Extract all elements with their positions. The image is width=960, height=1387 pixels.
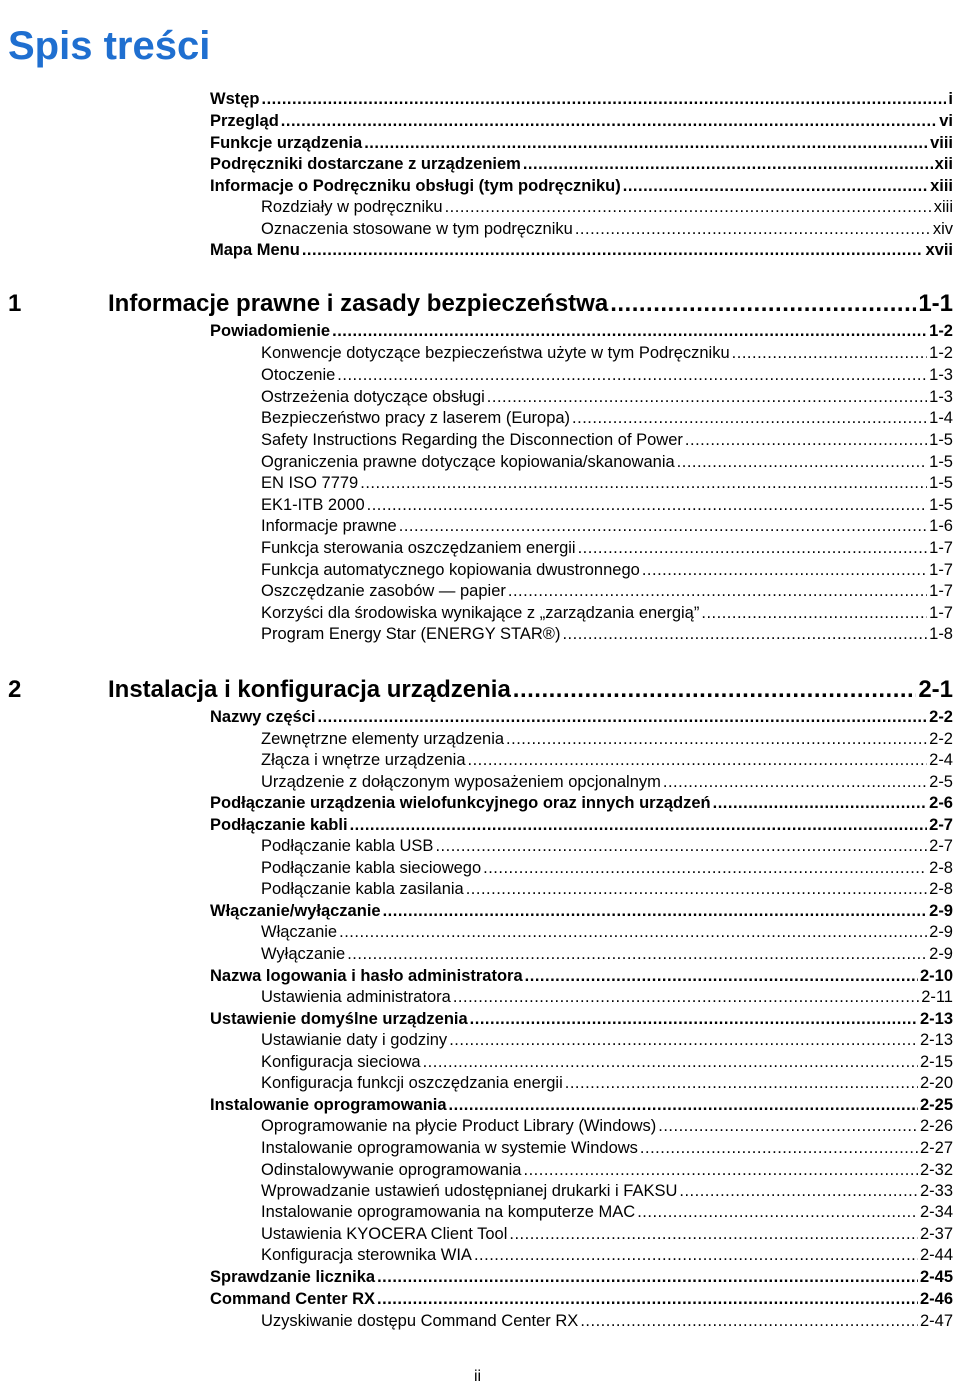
toc-entry[interactable]: [261, 987, 953, 1008]
toc-entry-page: 2-7: [929, 837, 953, 855]
toc-entry[interactable]: [261, 538, 953, 559]
toc-entry[interactable]: [210, 1095, 953, 1116]
dot-leader: [350, 815, 928, 836]
dot-leader: [513, 675, 917, 705]
dot-leader: [470, 1009, 918, 1030]
toc-entry-title: Oprogramowanie na płycie Product Library (Windows): [261, 1117, 657, 1135]
toc-entry[interactable]: [261, 197, 953, 218]
toc-entry[interactable]: [210, 966, 953, 987]
toc-entry[interactable]: [261, 430, 953, 451]
toc-entry-page: 2-1: [918, 676, 953, 703]
toc-entry-title: Podłączanie urządzenia wielofunkcyjnego oraz innych urządzeń: [210, 794, 711, 812]
dot-leader: [367, 495, 928, 516]
toc-entry-page: 1-3: [929, 388, 953, 406]
toc-entry-page: 1-7: [929, 539, 953, 557]
dot-leader: [658, 1116, 918, 1137]
dot-leader: [506, 729, 927, 750]
toc-entry-title: Ograniczenia prawne dotyczące kopiowania/skanowania: [261, 453, 675, 471]
toc-entry-title: EK1-ITB 2000: [261, 496, 365, 514]
toc-entry-title: Zewnętrzne elementy urządzenia: [261, 730, 505, 748]
dot-leader: [483, 858, 927, 879]
toc-entry-page: 1-5: [929, 474, 953, 492]
dot-leader: [377, 1267, 918, 1288]
toc-entry-title: Ustawienie domyślne urządzenia: [210, 1010, 468, 1028]
dot-leader: [508, 581, 927, 602]
toc-entry-page: 2-13: [919, 1010, 953, 1028]
toc-entry-title: Ostrzeżenia dotyczące obsługi: [261, 388, 485, 406]
toc-entry-page: 2-8: [929, 859, 953, 877]
toc-entry-page: 2-44: [919, 1246, 953, 1264]
toc-entry-title: Podłączanie kabla sieciowego: [261, 859, 482, 877]
toc-entry-page: 2-15: [919, 1053, 953, 1071]
toc-entry-title: Safety Instructions Regarding the Disconnection of Power: [261, 431, 683, 449]
toc-entry-title: Funkcja automatycznego kopiowania dwustronnego: [261, 561, 640, 579]
toc-entry-page: 2-25: [919, 1096, 953, 1114]
toc-entry[interactable]: [261, 1245, 953, 1266]
toc-entry-title: Włączanie/wyłączanie: [210, 902, 381, 920]
toc-entry-title: Konfiguracja sieciowa: [261, 1053, 421, 1071]
toc-entry[interactable]: [261, 836, 953, 857]
toc-entry-page: 1-4: [929, 409, 953, 427]
dot-leader: [435, 836, 927, 857]
dot-leader: [445, 197, 932, 218]
toc-entry-title: Podłączanie kabli: [210, 816, 348, 834]
toc-entry[interactable]: [261, 387, 953, 408]
toc-entry-title: Wyłączanie: [261, 945, 346, 963]
toc-entry[interactable]: [261, 858, 953, 879]
toc-entry-page: 2-9: [929, 902, 953, 920]
dot-leader: [468, 750, 928, 771]
toc-entry-title: Wstęp: [210, 90, 260, 108]
toc-entry-page: vi: [939, 112, 953, 130]
toc-entry-title: Instalowanie oprogramowania: [210, 1096, 447, 1114]
toc-entry[interactable]: [261, 772, 953, 793]
toc-entry-page: xiii: [933, 198, 953, 216]
toc-entry-title: Podręczniki dostarczane z urządzeniem: [210, 155, 521, 173]
page-title: Spis treści: [8, 24, 211, 68]
toc-entry-page: 2-27: [919, 1139, 953, 1157]
toc-entry[interactable]: [210, 1267, 953, 1288]
toc-entry[interactable]: [261, 922, 953, 943]
toc-entry-title: Powiadomienie: [210, 322, 331, 340]
toc-entry-title: Otoczenie: [261, 366, 336, 384]
toc-entry[interactable]: [261, 365, 953, 386]
toc-entry-page: 2-13: [919, 1031, 953, 1049]
toc-entry-page: 1-2: [929, 344, 953, 362]
toc-entry-title: Podłączanie kabla zasilania: [261, 880, 464, 898]
toc-entry-page: 1-5: [929, 453, 953, 471]
toc-entry-page: 2-9: [929, 923, 953, 941]
toc-entry-title: Program Energy Star (ENERGY STAR®): [261, 625, 561, 643]
toc-entry[interactable]: [261, 729, 953, 750]
toc-entry-title: Oznaczenia stosowane w tym podręczniku: [261, 220, 573, 238]
toc-entry-title: Funkcja sterowania oszczędzaniem energii: [261, 539, 576, 557]
toc-entry-title: Ustawianie daty i godziny: [261, 1031, 448, 1049]
toc-entry-page: 1-6: [929, 517, 953, 535]
chapter-number: 2: [8, 676, 22, 703]
toc-entry[interactable]: [210, 176, 953, 197]
toc-entry-page: xiv: [932, 220, 953, 238]
dot-leader: [679, 1181, 918, 1202]
dot-leader: [575, 219, 931, 240]
dot-leader: [523, 1160, 917, 1181]
toc-entry[interactable]: [210, 133, 953, 154]
dot-leader: [302, 240, 924, 261]
toc-entry-title: Rozdziały w podręczniku: [261, 198, 443, 216]
dot-leader: [317, 707, 927, 728]
toc-entry-page: xiii: [930, 177, 953, 195]
dot-leader: [509, 1224, 918, 1245]
dot-leader: [610, 289, 916, 319]
toc-entry[interactable]: [261, 473, 953, 494]
toc-entry[interactable]: [210, 154, 953, 175]
dot-leader: [578, 538, 928, 559]
dot-leader: [713, 793, 928, 814]
toc-entry-page: 2-26: [919, 1117, 953, 1135]
toc-entry-title: Ustawienia administratora: [261, 988, 451, 1006]
toc-entry-page: 2-6: [929, 794, 953, 812]
toc-entry[interactable]: [261, 1030, 953, 1051]
toc-entry-title: Odinstalowywanie oprogramowania: [261, 1161, 522, 1179]
toc-entry-page: 2-20: [919, 1074, 953, 1092]
toc-entry-title: Konfiguracja funkcji oszczędzania energii: [261, 1074, 563, 1092]
toc-entry-page: 2-5: [929, 773, 953, 791]
toc-entry-page: 1-8: [929, 625, 953, 643]
toc-entry-page: 2-47: [919, 1312, 953, 1330]
dot-leader: [364, 133, 928, 154]
toc-entry-title: Konwencje dotyczące bezpieczeństwa użyte w tym Podręczniku: [261, 344, 730, 362]
toc-entry-title: Instalacja i konfiguracja urządzenia: [108, 676, 511, 703]
toc-entry-page: viii: [930, 134, 953, 152]
dot-leader: [580, 1311, 918, 1332]
toc-entry-page: 2-33: [919, 1182, 953, 1200]
toc-entry-title: Wprowadzanie ustawień udostępnianej drukarki i FAKSU: [261, 1182, 678, 1200]
dot-leader: [339, 922, 927, 943]
toc-entry[interactable]: [261, 516, 953, 537]
toc-entry[interactable]: [261, 408, 953, 429]
dot-leader: [637, 1202, 918, 1223]
dot-leader: [337, 365, 927, 386]
toc-entry-title: Command Center RX: [210, 1290, 376, 1308]
dot-leader: [663, 772, 927, 793]
toc-entry-page: 2-4: [929, 751, 953, 769]
toc-entry-title: Oszczędzanie zasobów — papier: [261, 582, 506, 600]
toc-entry[interactable]: [261, 1116, 953, 1137]
dot-leader: [377, 1289, 918, 1310]
dot-leader: [466, 879, 927, 900]
toc-entry-title: Mapa Menu: [210, 241, 300, 259]
dot-leader: [642, 560, 927, 581]
toc-entry[interactable]: [210, 1009, 953, 1030]
toc-entry[interactable]: [261, 879, 953, 900]
dot-leader: [732, 343, 927, 364]
chapter-number: 1: [8, 290, 22, 317]
toc-entry-title: Informacje prawne i zasady bezpieczeństwa: [108, 290, 609, 317]
toc-entry-title: Nazwa logowania i hasło administratora: [210, 967, 523, 985]
dot-leader: [623, 176, 928, 197]
dot-leader: [281, 111, 937, 132]
toc-entry-page: 1-2: [929, 322, 953, 340]
dot-leader: [565, 1073, 918, 1094]
toc-entry-title: Bezpieczeństwo pracy z laserem (Europa): [261, 409, 571, 427]
toc-entry[interactable]: [261, 750, 953, 771]
toc-entry-page: 1-7: [929, 604, 953, 622]
toc-entry[interactable]: [210, 111, 953, 132]
toc-entry-title: Korzyści dla środowiska wynikające z „zarządzania energią”: [261, 604, 700, 622]
toc-entry[interactable]: [210, 815, 953, 836]
toc-entry[interactable]: [210, 707, 953, 728]
dot-leader: [487, 387, 927, 408]
toc-entry[interactable]: [210, 89, 953, 110]
toc-entry-page: 2-37: [919, 1225, 953, 1243]
dot-leader: [383, 901, 928, 922]
toc-entry[interactable]: [261, 1224, 953, 1245]
dot-leader: [262, 89, 947, 110]
dot-leader: [399, 516, 927, 537]
toc-entry-page: 2-32: [919, 1161, 953, 1179]
toc-entry[interactable]: [261, 560, 953, 581]
toc-entry[interactable]: [261, 624, 953, 645]
toc-entry-page: xvii: [925, 241, 953, 259]
toc-entry[interactable]: [261, 1311, 953, 1332]
toc-entry-title: Złącza i wnętrze urządzenia: [261, 751, 466, 769]
toc-entry-page: 1-1: [918, 290, 953, 317]
toc-entry[interactable]: [261, 1181, 953, 1202]
dot-leader: [701, 603, 927, 624]
toc-entry-title: Informacje prawne: [261, 517, 397, 535]
dot-leader: [423, 1052, 918, 1073]
toc-entry-page: 2-9: [929, 945, 953, 963]
toc-entry[interactable]: [210, 793, 953, 814]
toc-entry-page: 2-8: [929, 880, 953, 898]
toc-entry-page: 1-7: [929, 561, 953, 579]
toc-entry[interactable]: [261, 581, 953, 602]
toc-entry-title: Urządzenie z dołączonym wyposażeniem opcjonalnym: [261, 773, 661, 791]
toc-entry-title: Sprawdzanie licznika: [210, 1268, 376, 1286]
toc-entry-page: 2-34: [919, 1203, 953, 1221]
toc-entry-page: 2-10: [919, 967, 953, 985]
toc-entry-page: 1-7: [929, 582, 953, 600]
toc-entry-title: Przegląd: [210, 112, 279, 130]
toc-entry-title: Włączanie: [261, 923, 338, 941]
dot-leader: [572, 408, 927, 429]
toc-entry-title: Instalowanie oprogramowania w systemie Windows: [261, 1139, 638, 1157]
toc-entry[interactable]: [261, 1073, 953, 1094]
dot-leader: [449, 1095, 918, 1116]
toc-entry[interactable]: [261, 1052, 953, 1073]
toc-entry[interactable]: [261, 452, 953, 473]
toc-entry[interactable]: [261, 495, 953, 516]
toc-chapter-entry[interactable]: [8, 289, 953, 319]
toc-entry[interactable]: [261, 219, 953, 240]
toc-entry-title: Instalowanie oprogramowania na komputerze MAC: [261, 1203, 636, 1221]
toc-entry[interactable]: [261, 343, 953, 364]
toc-chapter-entry[interactable]: [8, 675, 953, 705]
dot-leader: [525, 966, 918, 987]
dot-leader: [523, 154, 933, 175]
dot-leader: [360, 473, 927, 494]
dot-leader: [677, 452, 927, 473]
toc-entry-page: 1-3: [929, 366, 953, 384]
toc-entry-page: 2-2: [929, 708, 953, 726]
toc-entry[interactable]: [210, 1289, 953, 1310]
toc-entry-title: Uzyskiwanie dostępu Command Center RX: [261, 1312, 579, 1330]
toc-entry-page: 2-11: [921, 988, 953, 1006]
toc-entry[interactable]: [210, 321, 953, 342]
toc-entry[interactable]: [210, 240, 953, 261]
dot-leader: [332, 321, 927, 342]
dot-leader: [474, 1245, 918, 1266]
toc-entry[interactable]: [210, 901, 953, 922]
toc-entry-page: 2-46: [919, 1290, 953, 1308]
toc-entry-title: EN ISO 7779: [261, 474, 359, 492]
dot-leader: [562, 624, 927, 645]
toc-entry[interactable]: [261, 1202, 953, 1223]
toc-entry-page: 2-2: [929, 730, 953, 748]
toc-entry-title: Informacje o Podręczniku obsługi (tym podręczniku): [210, 177, 621, 195]
toc-entry-title: Podłączanie kabla USB: [261, 837, 434, 855]
dot-leader: [347, 944, 927, 965]
page-number: ii: [474, 1368, 482, 1385]
toc-entry[interactable]: [261, 603, 953, 624]
dot-leader: [449, 1030, 918, 1051]
toc-entry-page: i: [948, 90, 953, 108]
dot-leader: [640, 1138, 918, 1159]
toc-entry-page: 2-7: [929, 816, 953, 834]
toc-entry-page: xii: [934, 155, 953, 173]
toc-entry-title: Ustawienia KYOCERA Client Tool: [261, 1225, 508, 1243]
toc-entry-page: 1-5: [929, 496, 953, 514]
toc-entry-page: 1-5: [929, 431, 953, 449]
toc-entry[interactable]: [261, 1138, 953, 1159]
dot-leader: [685, 430, 927, 451]
toc-entry-page: 2-45: [919, 1268, 953, 1286]
toc-entry[interactable]: [261, 944, 953, 965]
toc-entry-title: Funkcje urządzenia: [210, 134, 363, 152]
toc-entry-title: Konfiguracja sterownika WIA: [261, 1246, 472, 1264]
toc-entry-title: Nazwy części: [210, 708, 316, 726]
toc-entry[interactable]: [261, 1160, 953, 1181]
dot-leader: [453, 987, 919, 1008]
